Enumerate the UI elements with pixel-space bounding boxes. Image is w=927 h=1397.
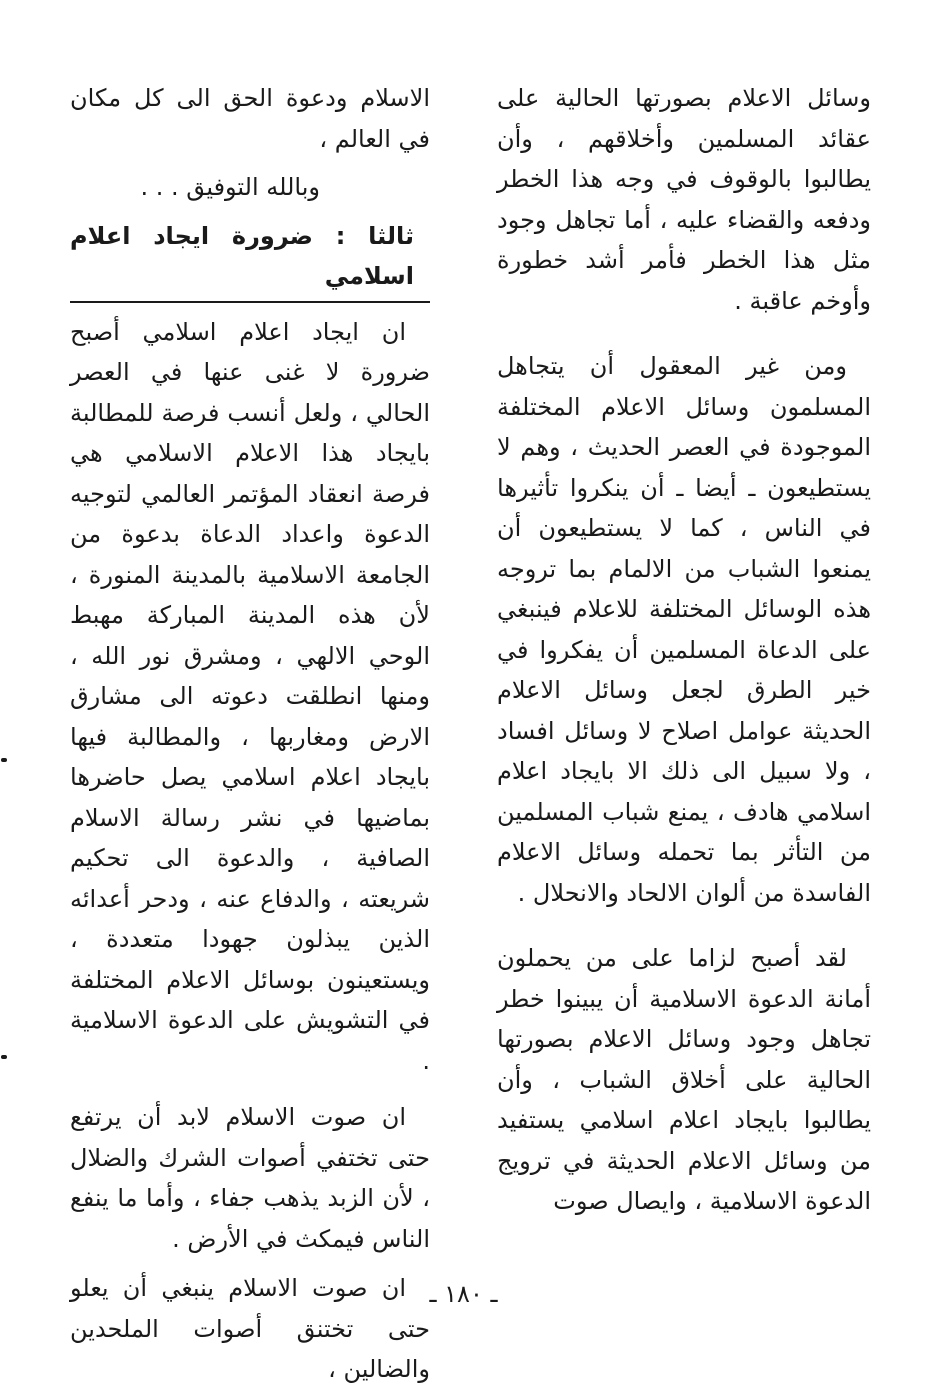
scan-edge-mark xyxy=(1,1055,7,1059)
scan-edge-mark xyxy=(1,758,7,762)
left-paragraph-1: ان ايجاد اعلام اسلامي أصبح ضرورة لا غنى عنها في العصر الحالي ، ولعل أنسب فرصة للمطالبة بايجاد هذا الاعلام الاسلامي هي فرصة انعقاد المؤتمر العالمي لتوجيه الدعوة واعداد الدعاة بدعوة من الجامعة الاسلامية بالمدينة المنورة ، لأن هذه المدينة المباركة مهبط الوحي الالهي ، ومشرق نور الله ، ومنها انطلقت دعوته الى مشارق الارض ومغاربها ، والمطالبة فيها بايجاد اعلام اسلامي يصل حاضرها بماضيها في نشر رسالة الاسلام الصافية ، والدعوة الى تحكيم شريعته ، والدفاع عنه ، ودحر أعدائه الذين يبذلون جهودا متعددة ، ويستعينون بوسائل الاعلام المختلفة في التشويش على الدعوة الاسلامية . xyxy=(70,317,430,1075)
section-heading: ثالثا : ضرورة ايجاد اعلام اسلامي xyxy=(70,216,430,303)
left-paragraph-3: ان صوت الاسلام ينبغي أن يعلو حتى تختنق أصوات الملحدين والضالين ، xyxy=(70,1274,430,1383)
right-paragraph-1: وسائل الاعلام بصورتها الحالية على عقائد المسلمين وأخلاقهم ، وأن يطالبوا بالوقوف في وجه هذا الخطر ودفعه والقضاء عليه ، أما تجاهل وجود مثل هذا الخطر فأمر أشد خطورة وأوخم عاقبة . xyxy=(497,84,871,315)
right-column xyxy=(497,78,871,1222)
page-number: ـ ١٨٠ ـ xyxy=(429,1280,498,1308)
left-paragraph-2: ان صوت الاسلام لابد أن يرتفع حتى تختفي أصوات الشرك والضلال ، لأن الزبد يذهب جفاء ، وأما ما ينفع الناس فيمكث في الأرض . xyxy=(70,1103,430,1253)
closing-line: وبالله التوفيق . . . xyxy=(140,173,320,201)
left-column xyxy=(70,78,430,1390)
right-paragraph-2: ومن غير المعقول أن يتجاهل المسلمون وسائل الاعلام المختلفة الموجودة في العصر الحديث ، وهم لا يستطيعون ـ أيضا ـ أن ينكروا تأثيرها في الناس ، كما لا يستطيعون أن يمنعوا الشباب من الالمام بما تروجه هذه الوسائل المختلفة للاعلام فينبغي على الدعاة المسلمين أن يفكروا في خير الطرق لجعل وسائل الاعلام الحديثة عوامل اصلاح لا وسائل افساد ، ولا سبيل الى ذلك الا بايجاد اعلام اسلامي هادف ، يمنع شباب المسلمين من التأثر بما تحمله وسائل الاعلام الفاسدة من ألوان الالحاد والانحلال . xyxy=(497,352,871,907)
right-paragraph-3: لقد أصبح لزاما على من يحملون أمانة الدعوة الاسلامية أن يبينوا خطر تجاهل وجود وسائل الاعلام بصورتها الحالية على أخلاق الشباب ، وأن يطالبوا بايجاد اعلام اسلامي يستفيد من وسائل الاعلام الحديثة في ترويج الدعوة الاسلامية ، وايصال صوت xyxy=(497,944,871,1215)
left-opening-paragraph: الاسلام ودعوة الحق الى كل مكان في العالم ، xyxy=(70,84,430,153)
